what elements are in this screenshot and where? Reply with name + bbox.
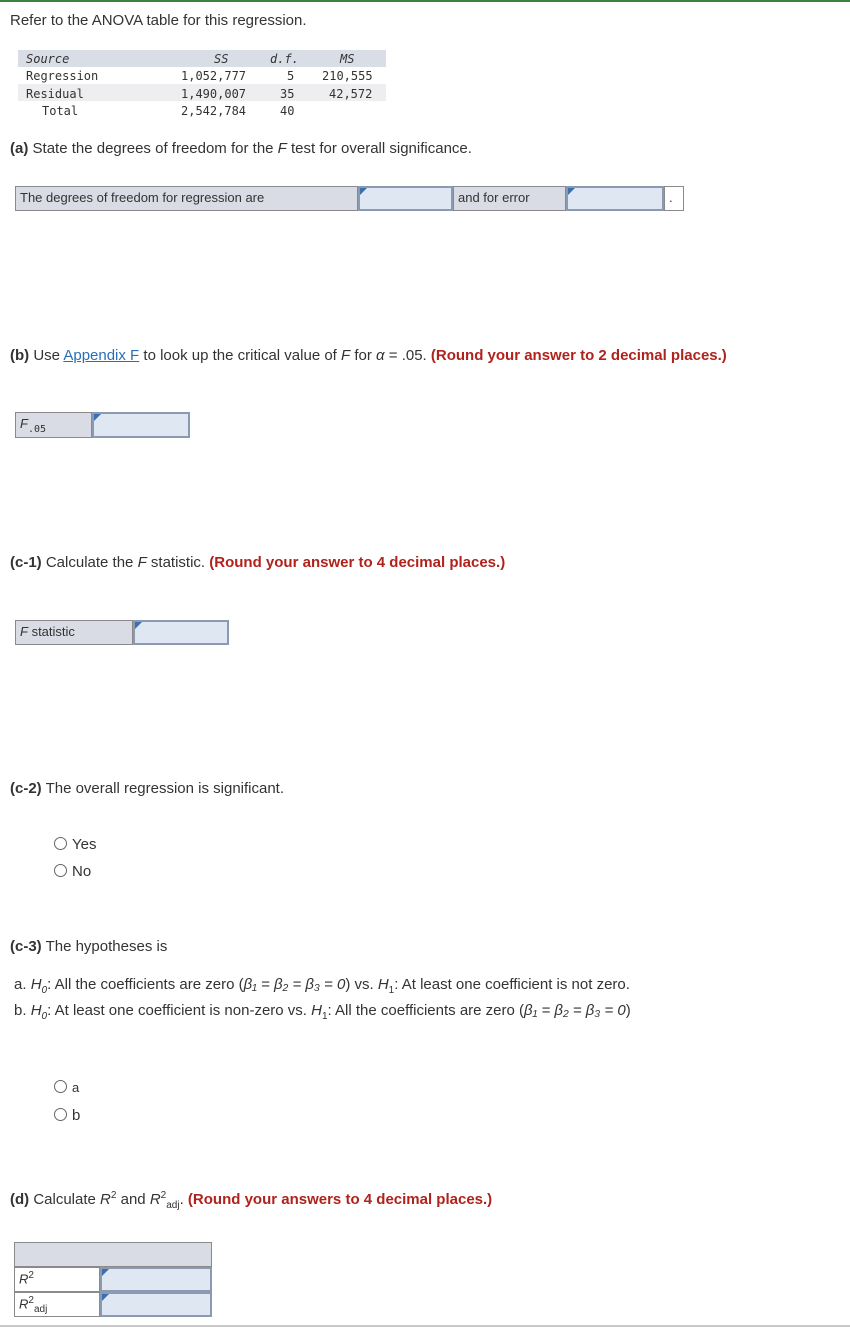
df-regression-label: The degrees of freedom for regression are <box>15 186 358 211</box>
part-d-label: (d) <box>10 1191 30 1208</box>
part-d-dot: . <box>179 1191 184 1208</box>
part-c1-f: F <box>137 554 147 571</box>
anova-cell-ss: 1,052,777 <box>181 69 247 83</box>
part-b-alpha: α <box>376 347 385 364</box>
part-a-label: (a) <box>10 140 29 157</box>
part-b-eq: = .05. <box>384 347 427 364</box>
opt-a-betas: β₁ = β₂ = β₃ = 0 <box>243 976 346 993</box>
part-b-question <box>10 347 727 364</box>
f-statistic-rest: statistic <box>27 624 75 639</box>
opt-b-h1-sub: 1 <box>321 1011 328 1022</box>
f-critical-sub: .05 <box>27 424 47 435</box>
r2adj-row-label <box>14 1292 100 1317</box>
df-error-input[interactable] <box>566 186 664 211</box>
part-c2-label: (c-2) <box>10 780 42 797</box>
radio-a-label[interactable]: a <box>72 1080 80 1095</box>
df-error-label: and for error <box>453 186 566 211</box>
part-c1-question <box>10 554 505 571</box>
radio-yes-label[interactable]: Yes <box>72 836 97 853</box>
part-c1-text: Calculate the <box>45 554 138 571</box>
radio-no[interactable] <box>54 864 67 877</box>
radio-b[interactable] <box>54 1108 67 1121</box>
f-statistic-f: F <box>20 624 28 639</box>
r2-input[interactable] <box>100 1267 212 1292</box>
anova-header-ss: SS <box>214 52 229 66</box>
part-d-r2: R <box>149 1191 161 1208</box>
part-d-sup2: 2 <box>160 1190 167 1201</box>
radio-a[interactable] <box>54 1080 67 1093</box>
df-regression-input[interactable] <box>358 186 453 211</box>
part-b-label: (b) <box>10 347 30 364</box>
f-critical-label <box>15 412 92 438</box>
part-c3-label: (c-3) <box>10 938 42 955</box>
radio-yes[interactable] <box>54 837 67 850</box>
part-c3-question <box>10 938 167 955</box>
opt-b-text2: : All the coefficients are zero ( <box>327 1002 525 1019</box>
f-statistic-label <box>15 620 133 645</box>
part-b-text: Use <box>33 347 64 364</box>
r2adj-sup: 2 <box>28 1295 34 1306</box>
part-d-sup: 2 <box>110 1190 117 1201</box>
opt-a-h0-sub: 0 <box>41 985 48 996</box>
opt-a-h0: H <box>30 976 42 993</box>
hypothesis-option-a <box>14 976 630 996</box>
df-period: . <box>664 186 684 211</box>
anova-cell-source: Total <box>42 104 79 118</box>
opt-b-h1: H <box>311 1002 322 1019</box>
anova-cell-ms: 42,572 <box>329 87 373 101</box>
anova-cell-ms: 210,555 <box>322 69 373 83</box>
anova-cell-df: 5 <box>287 69 295 83</box>
part-c1-label: (c-1) <box>10 554 42 571</box>
f-critical-input[interactable] <box>92 412 190 438</box>
radio-no-label[interactable]: No <box>72 863 92 880</box>
part-a-f: F <box>277 140 287 157</box>
anova-cell-ss: 2,542,784 <box>181 104 247 118</box>
appendix-f-link[interactable]: Appendix F <box>63 347 140 364</box>
part-c1-text-post: statistic. <box>146 554 206 571</box>
opt-a-h1: H <box>377 976 389 993</box>
part-d-r: R <box>100 1191 111 1208</box>
anova-cell-df: 35 <box>280 87 295 101</box>
part-b-text-mid: to look up the critical value of <box>139 347 342 364</box>
anova-header-df: d.f. <box>270 52 299 66</box>
part-a-question <box>10 140 472 157</box>
opt-b-betas: β₁ = β₂ = β₃ = 0 <box>524 1002 626 1019</box>
opt-a-text2: ) vs. <box>345 976 378 993</box>
opt-a-text1: : All the coefficients are zero ( <box>47 976 244 993</box>
r2-sup: 2 <box>28 1270 34 1281</box>
r2-row-label <box>14 1267 100 1292</box>
part-d-and: and <box>116 1191 150 1208</box>
anova-cell-source: Regression <box>26 69 99 83</box>
opt-b-prefix: b. <box>14 1002 27 1019</box>
r2adj-sub: adj <box>33 1303 48 1315</box>
part-d-sub2: adj <box>166 1200 180 1211</box>
anova-header-source: Source <box>26 52 70 66</box>
opt-a-h1-sub: 1 <box>388 985 395 996</box>
part-b-round: (Round your answer to 2 decimal places.) <box>430 347 727 364</box>
radio-b-label[interactable]: b <box>72 1107 81 1124</box>
anova-cell-df: 40 <box>280 104 295 118</box>
part-c1-round: (Round your answer to 4 decimal places.) <box>209 554 506 571</box>
part-b-for: for <box>350 347 377 364</box>
opt-b-text3: ) <box>625 1002 631 1019</box>
top-border <box>0 0 850 2</box>
anova-header-row <box>18 50 386 67</box>
opt-b-h0-sub: 0 <box>41 1011 48 1022</box>
part-d-text: Calculate <box>33 1191 101 1208</box>
r2adj-r: R <box>19 1296 29 1312</box>
part-a-text-post: test for overall significance. <box>286 140 472 157</box>
part-c2-question <box>10 780 284 797</box>
f-critical-f: F <box>20 416 28 431</box>
anova-header-ms: MS <box>340 52 355 66</box>
anova-cell-source: Residual <box>26 87 84 101</box>
opt-a-prefix: a. <box>14 976 27 993</box>
opt-b-text1: : At least one coefficient is non-zero vs. <box>47 1002 312 1019</box>
intro-text: Refer to the ANOVA table for this regression. <box>10 12 307 29</box>
part-a-text: State the degrees of freedom for the <box>32 140 278 157</box>
r2adj-input[interactable] <box>100 1292 212 1317</box>
hypothesis-option-b <box>14 1002 631 1022</box>
opt-a-text3: : At least one coefficient is not zero. <box>394 976 630 993</box>
part-d-question <box>10 1190 492 1211</box>
part-c2-text: The overall regression is significant. <box>45 780 285 797</box>
part-b-f: F <box>341 347 351 364</box>
part-c3-text: The hypotheses is <box>45 938 168 955</box>
f-statistic-input[interactable] <box>133 620 229 645</box>
opt-b-h0: H <box>30 1002 42 1019</box>
anova-cell-ss: 1,490,007 <box>181 87 247 101</box>
r2-table-header <box>14 1242 212 1267</box>
r2-r: R <box>19 1271 29 1287</box>
part-d-round: (Round your answers to 4 decimal places.) <box>187 1191 493 1208</box>
